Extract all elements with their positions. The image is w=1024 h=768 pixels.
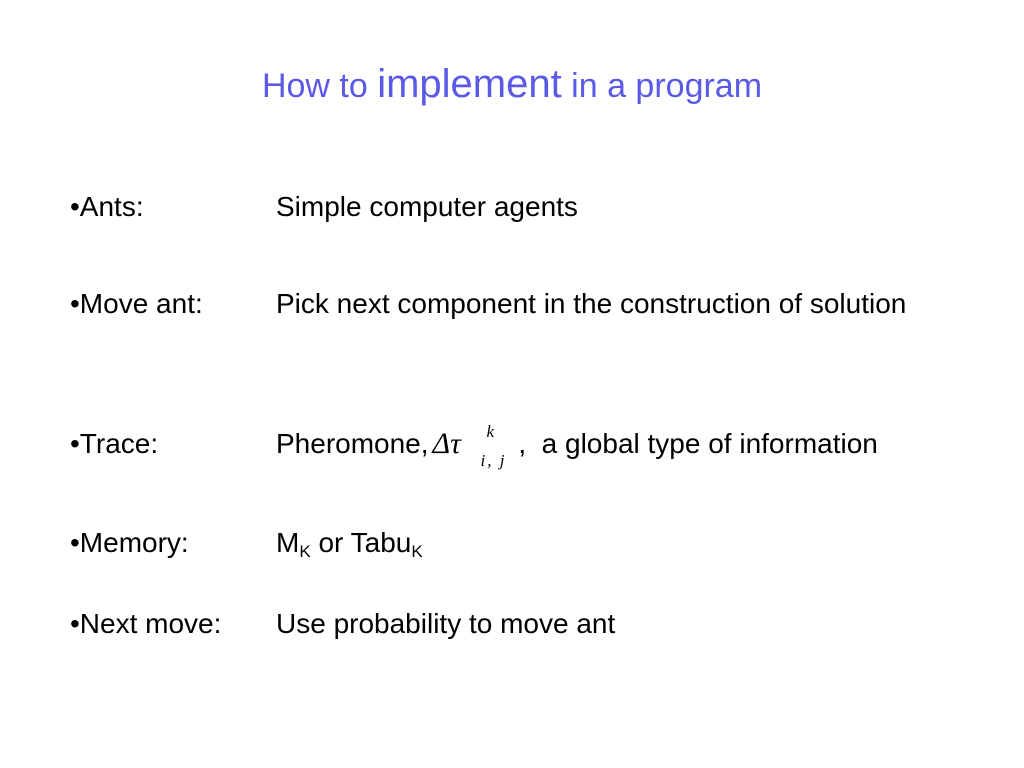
- bullet-label: •Memory:: [70, 527, 189, 558]
- bullet-label: •Trace:: [70, 428, 159, 459]
- slide-title: [0, 62, 1024, 107]
- title-part-3: in a program: [561, 67, 763, 105]
- memory-m: M: [276, 527, 300, 558]
- trace-suffix-text: , a global type of information: [510, 428, 878, 459]
- memory-tabu-subscript: K: [411, 542, 423, 561]
- formula-delta-tau: Δτ: [432, 427, 461, 460]
- bullet-label: •Move ant:: [70, 288, 203, 319]
- pheromone-text: Pheromone,: [276, 428, 429, 459]
- bullet-label: •Next move:: [70, 608, 222, 639]
- bullet-value: Pick next component in the construction of solution: [276, 288, 907, 319]
- formula-superscript: k: [486, 422, 495, 441]
- bullet-value: Simple computer agents: [276, 191, 578, 222]
- bullet-value: Use probability to move ant: [276, 608, 616, 639]
- formula-subscript: i, j: [480, 451, 507, 470]
- pheromone-formula: [429, 422, 511, 470]
- memory-m-subscript: K: [299, 542, 311, 561]
- bullet-value: [276, 523, 956, 572]
- title-part-2: implement: [377, 62, 562, 106]
- bullet-label: •Ants:: [70, 191, 144, 222]
- memory-or-tabu: or Tabu: [310, 527, 412, 558]
- bullet-value: [276, 422, 1016, 470]
- title-part-1: How to: [261, 67, 378, 105]
